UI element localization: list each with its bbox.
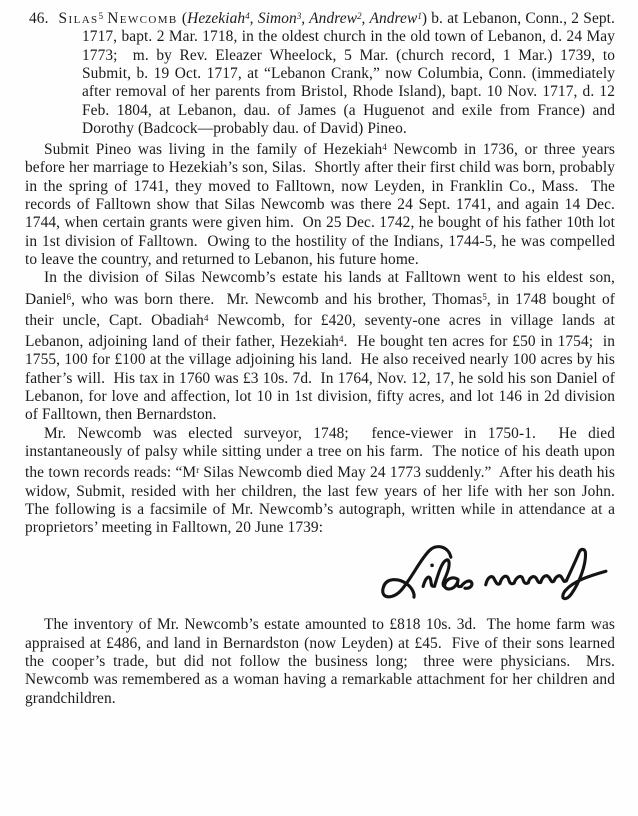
paragraph-submit-pineo	[25, 138, 619, 269]
paragraph-death-notice	[25, 424, 623, 538]
paragraph-text: Submit Pineo was living in the family of Hezekiah$^4$ Newcomb in 1736, or three years before her marriage to Hezekiah’s son, Silas. Shortly after their first child was born, probably in the spring of 1741, they moved to Falltown, now Leyden, in Franklin Co., Mass. The records of Falltown show that Silas Newcomb was there 24 Sept. 1741, and again 14 Dec. 1744, when certain grants were given him. On 25 Dec. 1742, he bought of his father 10th lot in 1st division of Falltown. Owing to the hostility of the Indians, 1744-5, he was compelled to leave the country, and returned to Lebanon, his future home.	[25, 141, 619, 268]
paragraph-inventory	[25, 616, 619, 707]
entry-text: Silas$^5$ Newcomb (Hezekiah$^4$, Simon$^3$, Andrew$^2$, Andrew$^1$) b. at Lebanon, Conn., 2 Sept. 1717, bapt. 2 Mar. 1718, in the oldest church in the old town of Lebanon, d. 24 May 1773; m. by Rev. Eleazer Wheelock, 5 Mar. (church record, 1 Mar.) 1739, to Submit, b. 19 Oct. 1717, at “Lebanon Crank,” now Columbia, Conn. (immediately after removal of her parents from Bristol, Rhode Island), bapt. 10 Nov. 1717, d. 12 Feb. 1804, at Lebanon, dau. of James (a Huguenot and exile from France) and Dorothy (Badcock—probably dau. of David) Pineo.	[58, 10, 619, 137]
paragraph-text: In the division of Silas Newcomb’s estate his lands at Falltown went to his eldest son, Daniel$^6$, who was born there. Mr. Newcomb and his brother, Thomas$^5$, in 1748 bought of their uncle, Capt. Obadiah$^4$ Newcomb, for £420, seventy-one acres in village lands at Lebanon, adjoining land of their father, Hezekiah$^4$. He bought ten acres for £50 in 1754; in 1755, 100 for £100 at the village adjoining his land. He also received nearly 100 acres by his father’s will. His tax in 1760 was £3 10s. 7d. In 1764, Nov. 12, 17, he sold his son Daniel of Lebanon, for love and affection, lot 10 in 1st division, fifty acres, and lot 146 in 2d division of Falltown, then Bernardston.	[25, 269, 619, 424]
paragraph-text: The inventory of Mr. Newcomb’s estate amounted to £818 10s. 3d. The home farm was appraised at £486, and land in Bernardston (now Leyden) at £45. Five of their sons learned the cooper’s trade, but did not follow the business long; three were physicians. Mrs. Newcomb was remembered as a woman having a remarkable attachment for her children and grandchildren.	[25, 616, 619, 707]
signature-block	[25, 539, 615, 613]
entry-number: 46.	[29, 10, 49, 28]
silas-newcomb-signature	[368, 536, 622, 617]
entry-paragraph	[25, 7, 619, 138]
paragraph-text: Mr. Newcomb was elected surveyor, 1748; fence-viewer in 1750-1. He died instantaneously of palsy while sitting under a tree on his farm. The notice of his death upon the town records reads: “$M^r$ Silas Newcomb died May 24 1773 suddenly.” After his death his widow, Submit, resided with her children, the last few years of her life with her son John. The following is a facsimile of Mr. Newcomb’s autograph, written while in attendance at a proprietors’ meeting in Falltown, 20 June 1739:	[25, 424, 623, 537]
paragraph-estate-division	[25, 269, 619, 424]
